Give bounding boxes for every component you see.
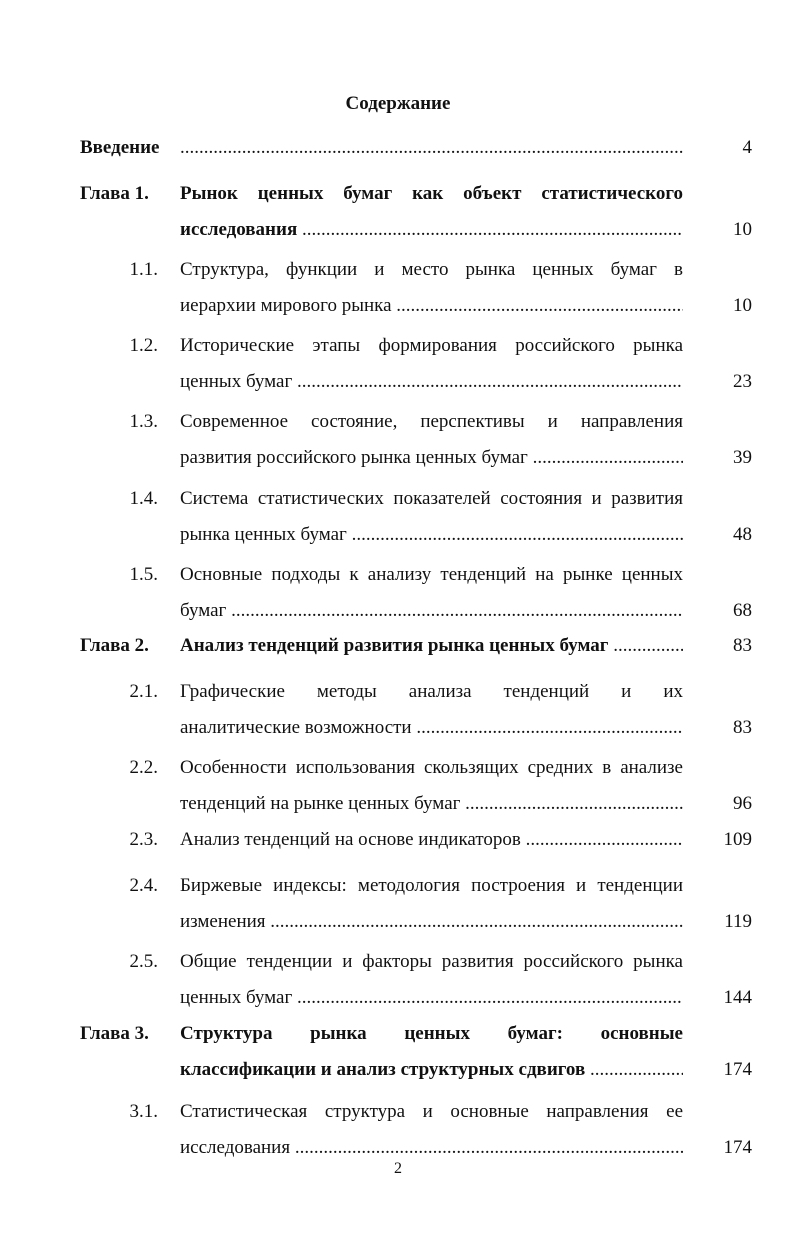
toc-entry-number: 2.5. bbox=[129, 951, 158, 972]
toc-entry-number: 2.4. bbox=[129, 875, 158, 896]
toc-entry-text bbox=[180, 944, 683, 1016]
toc-entry-line2: Анализ тенденций на основе индикаторов ..... bbox=[180, 822, 683, 858]
toc-entry-page: 109 bbox=[723, 829, 752, 850]
toc-entry-text bbox=[180, 1094, 683, 1166]
toc-entry-page: 144 bbox=[723, 987, 752, 1008]
toc-entry-number: 3.1. bbox=[129, 1101, 158, 1122]
toc-entry bbox=[0, 481, 796, 553]
toc-entry bbox=[0, 674, 796, 746]
toc-entry-line2 bbox=[180, 130, 683, 166]
toc-entry bbox=[0, 628, 796, 664]
toc-entry-line1: Современное состояние, перспективы и направления bbox=[180, 411, 683, 432]
toc-entry-text bbox=[180, 252, 683, 324]
toc-entry-line2: изменения ..... bbox=[180, 904, 683, 940]
toc-title: Содержание bbox=[345, 93, 451, 114]
toc-entry-number: Введение bbox=[80, 137, 160, 158]
toc-entry bbox=[0, 750, 796, 822]
toc-entry-number: Глава 3. bbox=[80, 1023, 149, 1044]
toc-entry-page: 39 bbox=[733, 447, 752, 468]
toc-entry-page: 96 bbox=[733, 793, 752, 814]
toc-entry-text bbox=[180, 822, 683, 858]
toc-entry-text bbox=[180, 404, 683, 476]
toc-entry-page: 83 bbox=[733, 635, 752, 656]
toc-entry-text bbox=[180, 674, 683, 746]
toc-entry-text bbox=[180, 868, 683, 940]
toc-entry-line2: иерархии мирового рынка ..... bbox=[180, 288, 683, 324]
toc-entry-number: 1.3. bbox=[129, 411, 158, 432]
toc-entry bbox=[0, 1094, 796, 1166]
toc-entry-line2: Анализ тенденций развития рынка ценных бумаг ..... bbox=[180, 628, 683, 664]
toc-entry-number: 2.1. bbox=[129, 681, 158, 702]
toc-entry bbox=[0, 868, 796, 940]
toc-entry bbox=[0, 944, 796, 1016]
toc-entry bbox=[0, 404, 796, 476]
toc-entry-line1: Графические методы анализа тенденций и их bbox=[180, 681, 683, 702]
toc-entry-number: 2.2. bbox=[129, 757, 158, 778]
page-number-footer: 2 bbox=[394, 1160, 402, 1177]
toc-entry bbox=[0, 1016, 796, 1088]
toc-entry-text bbox=[180, 628, 683, 664]
toc-entry-line1: Особенности использования скользящих средних в анализе bbox=[180, 757, 683, 778]
toc-entry-page: 10 bbox=[733, 295, 752, 316]
toc-entry-page: 23 bbox=[733, 371, 752, 392]
toc-entry-number: 2.3. bbox=[129, 829, 158, 850]
toc-entry-line1: Структура рынка ценных бумаг: основные bbox=[180, 1023, 683, 1044]
toc-entry-page: 174 bbox=[723, 1137, 752, 1158]
toc-entry-page: 4 bbox=[742, 137, 752, 158]
toc-entry bbox=[0, 252, 796, 324]
toc-entry bbox=[0, 328, 796, 400]
toc-entry-text bbox=[180, 176, 683, 248]
toc-entry-number: 1.1. bbox=[129, 259, 158, 280]
toc-entry-line2: ценных бумаг ..... bbox=[180, 980, 683, 1016]
toc-entry-line2: исследования ..... bbox=[180, 212, 683, 248]
toc-entry-line1: Система статистических показателей состояния и развития bbox=[180, 488, 683, 509]
toc-entry-line1: Исторические этапы формирования российского рынка bbox=[180, 335, 683, 356]
toc-entry bbox=[0, 822, 796, 858]
toc-entry-text bbox=[180, 481, 683, 553]
toc-entry-text bbox=[180, 1016, 683, 1088]
toc-entry-line1: Общие тенденции и факторы развития российского рынка bbox=[180, 951, 683, 972]
toc-entry-text bbox=[180, 328, 683, 400]
toc-entry-line2: классификации и анализ структурных сдвигов ..... bbox=[180, 1052, 683, 1088]
toc-entry-line2: бумаг ..... bbox=[180, 593, 683, 629]
toc-entry-line1: Структура, функции и место рынка ценных бумаг в bbox=[180, 259, 683, 280]
toc-entry-line1: Основные подходы к анализу тенденций на рынке ценных bbox=[180, 564, 683, 585]
toc-entry-line1: Статистическая структура и основные направления ее bbox=[180, 1101, 683, 1122]
toc-entry-number: 1.4. bbox=[129, 488, 158, 509]
toc-entry-page: 68 bbox=[733, 600, 752, 621]
toc-entry-line1: Рынок ценных бумаг как объект статистического bbox=[180, 183, 683, 204]
toc-entry bbox=[0, 176, 796, 248]
toc-entry-text bbox=[180, 750, 683, 822]
toc-entry-page: 10 bbox=[733, 219, 752, 240]
toc-entry-line2: тенденций на рынке ценных бумаг ..... bbox=[180, 786, 683, 822]
toc-entry-page: 83 bbox=[733, 717, 752, 738]
toc-entry-line2: ценных бумаг ..... bbox=[180, 364, 683, 400]
toc-entry bbox=[0, 130, 796, 166]
toc-entry-number: Глава 1. bbox=[80, 183, 149, 204]
toc-entry-line2: рынка ценных бумаг ..... bbox=[180, 517, 683, 553]
toc-entry bbox=[0, 557, 796, 629]
toc-entry-number: 1.2. bbox=[129, 335, 158, 356]
toc-entry-page: 119 bbox=[724, 911, 752, 932]
toc-entry-text bbox=[180, 130, 683, 166]
toc-entry-page: 48 bbox=[733, 524, 752, 545]
toc-entry-line2: развития российского рынка ценных бумаг ..... bbox=[180, 440, 683, 476]
toc-entry-line2: исследования ..... bbox=[180, 1130, 683, 1166]
toc-entry-number: 1.5. bbox=[129, 564, 158, 585]
toc-entry-number: Глава 2. bbox=[80, 635, 149, 656]
toc-entry-line1: Биржевые индексы: методология построения и тенденции bbox=[180, 875, 683, 896]
toc-entry-page: 174 bbox=[723, 1059, 752, 1080]
toc-entry-line2: аналитические возможности ..... bbox=[180, 710, 683, 746]
toc-entry-text bbox=[180, 557, 683, 629]
